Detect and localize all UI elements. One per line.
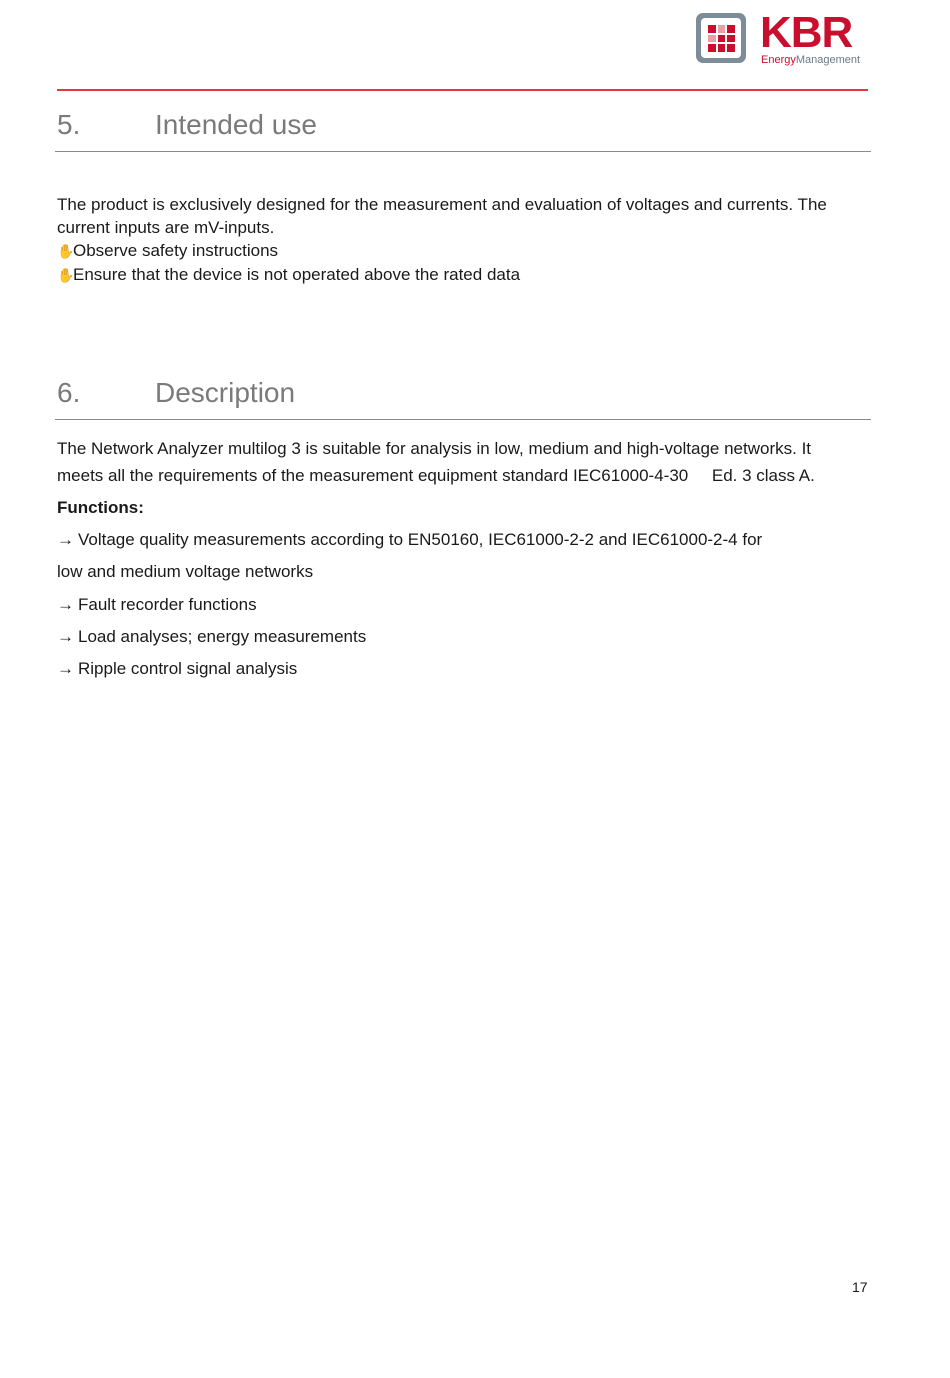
page-number: 17 (852, 1279, 868, 1295)
section-6-paragraph-line-1: The Network Analyzer multilog 3 is suitable for analysis in low, medium and high-voltage networks. It (57, 439, 812, 458)
section-5-paragraph-line-1: The product is exclusively designed for the measurement and evaluation of voltages and currents. The (57, 195, 827, 214)
section-5-bullet: ✋Ensure that the device is not operated above the rated data (57, 263, 520, 287)
section-5-bullet: ✋Observe safety instructions (57, 239, 278, 263)
hand-icon: ✋ (57, 243, 75, 259)
function-item: → Ripple control signal analysis (57, 659, 298, 678)
section-5-title: Intended use (155, 109, 317, 140)
section-6-number: 6. (57, 377, 81, 408)
function-item: → Voltage quality measurements according to EN50160, IEC61000-2-2 and IEC61000-2-4 for (57, 530, 763, 549)
arrow-right-icon: → (57, 659, 74, 678)
kbr-logo-mark-icon (696, 13, 746, 63)
functions-label: Functions: (57, 498, 144, 517)
arrow-right-icon: → (57, 627, 74, 646)
logo-subtitle: EnergyManagement (761, 54, 861, 66)
section-6-title: Description (155, 377, 296, 408)
section-6-heading (57, 376, 871, 410)
hand-icon: ✋ (57, 267, 75, 283)
section-6-paragraph-line-2: meets all the requirements of the measurement equipment standard IEC61000-4-30 Ed. 3 class A. (57, 466, 815, 485)
section-5-number: 5. (57, 109, 81, 140)
logo-wordmark: KBR (760, 8, 853, 57)
header-red-rule (57, 89, 868, 91)
function-item: → Fault recorder functions (57, 595, 257, 614)
section-5-paragraph-line-2: current inputs are mV-inputs. (57, 218, 275, 237)
section-5-heading (57, 108, 871, 142)
kbr-logo (696, 8, 872, 69)
function-item-continuation: low and medium voltage networks (57, 562, 314, 581)
arrow-right-icon: → (57, 530, 74, 549)
function-item: → Load analyses; energy measurements (57, 627, 367, 646)
arrow-right-icon: → (57, 595, 74, 614)
section-5-rule (55, 151, 871, 152)
section-6-rule (55, 419, 871, 420)
